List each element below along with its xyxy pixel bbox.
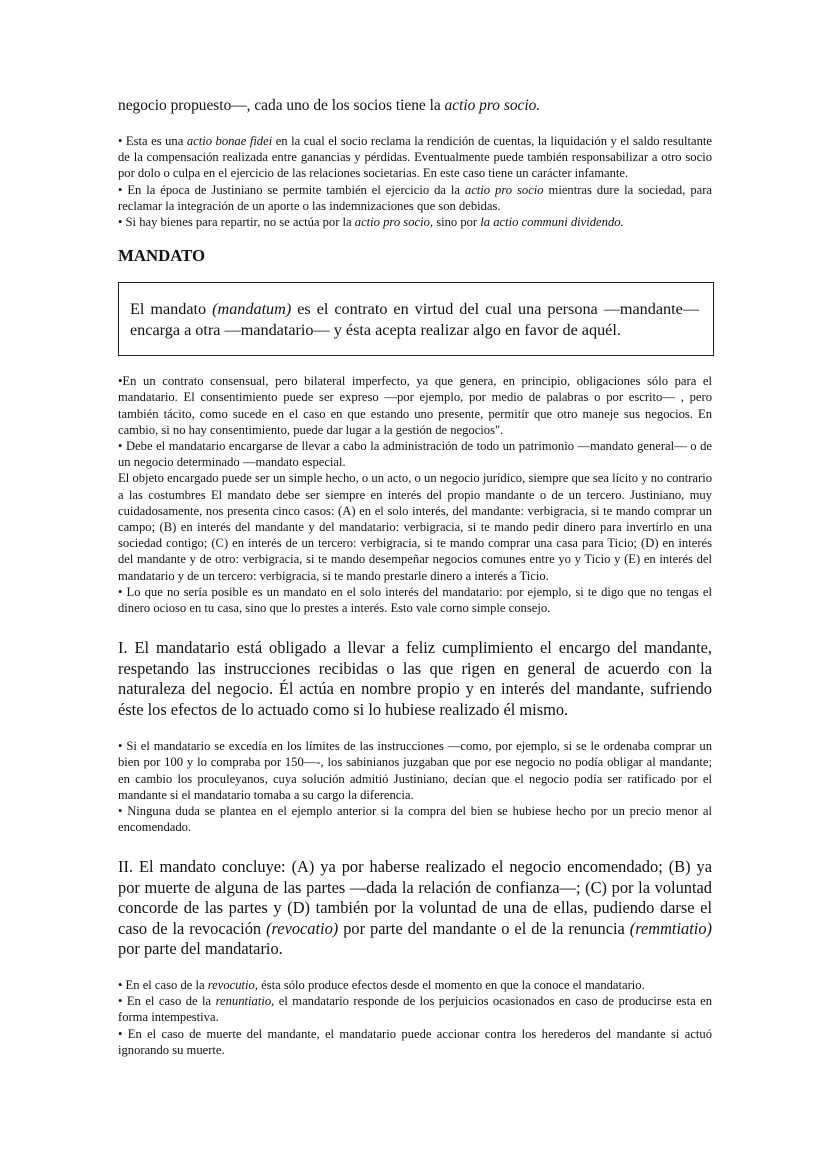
italic-term: actio bonae fidei <box>186 134 273 148</box>
text: el mandatario responde de los perjuicios ocasionados en caso de producirse esta en forma intempestiva. <box>118 994 713 1025</box>
conclusion-notes <box>118 977 712 1058</box>
text: El mandato <box>130 300 213 319</box>
text: • En el caso de la <box>118 994 216 1009</box>
bullet-muerte: • En el caso de muerte del mandante, el mandatario puede accionar contra los herederos del mandante si actuó ignorando su muerte. <box>118 1026 712 1057</box>
text: • En la época de Justiniano se permite también el ejercicio da la <box>118 182 465 197</box>
lead-text: negocio propuesto—, cada uno de los socios tiene la <box>118 97 445 114</box>
bullet-bonae-fidei <box>118 133 712 182</box>
italic-term: la actio communi dividendo. <box>480 215 624 230</box>
italic-term: (remmtiatio) <box>629 918 712 938</box>
lead-italic: actio pro socio. <box>444 97 541 114</box>
text: sino por <box>433 215 481 230</box>
text: por parte del mandatario. <box>118 939 283 959</box>
paragraph-objeto: El objeto encargado puede ser un simple hecho, o un acto, o un negocio jurídico, siempre que sea lícito y no contrario a las costumbres El mandato debe ser siempre en interés del propio mandante o de un tercero. Justiniano, muy cuidadosamente, nos presenta cinco casos: (A) en el solo interés, del mandante: verbigracia, si te mando comprar un campo; (B) en interés del mandante y del mandatario: verbigracia, si te mando pedir dinero para invertirlo en una sociedad contigo; (C) en interés de un tercero: verbigracia, si te mando comprar una casa para Ticio; (D) en interés del mandante y de otro: verbigracia, si te mando desempeñar negocios comunes entre yo y Ticio y (E) en interés del mandatario y de un tercero: verbigracia, si te mando prestarle dinero a interés a Ticio. <box>118 471 712 583</box>
text: • Si hay bienes para repartir, no se actúa por la <box>118 215 355 230</box>
bullet-excedia: • Si el mandatario se excedía en los límites de las instrucciones —como, por ejemplo, si se le ordenaba comprar un bien por 100 y lo compraba por 150—-, los sabinianos juzgaban que por ese negocio no podía obligar al mandante; en cambio los proculeyanos, cuya solución admitió Justiniano, decían que el negocio podía ser ratificado por el mandante si el mandatario tomaba a su cargo la diferencia. <box>118 739 712 802</box>
italic-term: (mandatum) <box>212 300 292 319</box>
instrucciones-notes <box>118 738 712 835</box>
bullet-justiniano <box>118 182 712 214</box>
point-one: I. El mandatario está obligado a llevar a feliz cumplimiento el encargo del mandante, respetando las instrucciones recibidas o las que rigen en general de acuerdo con la naturaleza del negocio. Él actúa en nombre propio y en interés del mandante, sufriendo éste los efectos de lo actuado como si lo hubiese realizado él mismo. <box>118 638 712 719</box>
section-title: MANDATO <box>118 246 206 266</box>
bullet-administracion: • Debe el mandatario encargarse de llevar a cabo la administración de todo un patrimonio —mandato general— o de un negocio determinado —mandato especial. <box>118 439 712 470</box>
bullet-consensual: •En un contrato consensual, pero bilateral imperfecto, ya que genera, en principio, obligaciones sólo para el mandatario. El consentimiento puede ser expreso —por ejemplo, por medio de palabras o por escrito— , pero también tácito, como sucede en el caso en que estando uno presente, permitír que otro maneje sus negocios. En cambio, si no hay consentimiento, puede dar lugar a la gestión de negocios". <box>118 374 712 437</box>
bullet-ninguna-duda: • Ninguna duda se plantea en el ejemplo anterior si la compra del bien se hubiese hecho por un precio menor al encomendado. <box>118 804 712 835</box>
text: • Esta es una <box>118 134 187 148</box>
italic-term: renuntiatio, <box>215 994 275 1009</box>
italic-term: revocutio, <box>207 977 258 992</box>
italic-term: actio pro socio, <box>354 215 434 230</box>
bullet-consejo: • Lo que no sería posible es un mandato en el solo interés del mandatario: por ejemplo, si te digo que no tengas el dinero ocioso en tu casa, sino que lo prestes a interés. Esto vale corno simple consejo. <box>118 584 712 616</box>
bullet-renuntiatio <box>118 993 712 1025</box>
text: mientras dure la sociedad, para reclamar la integración de un aporte o las indemnizaciones que son debidas. <box>118 182 712 213</box>
mandato-notes <box>118 373 712 616</box>
bullet-bienes <box>118 214 712 230</box>
text: es el contrato en virtud del cual una persona —mandante— encarga a otra —mandatario— y ésta acepta realizar algo en favor de aquél. <box>130 300 700 340</box>
lead-paragraph <box>118 96 712 116</box>
text: por parte del mandante o el de la renuncia <box>338 918 630 938</box>
bullet-revocatio <box>118 977 712 993</box>
text: ésta sólo produce efectos desde el momento en que la conoce el mandatario. <box>257 977 645 992</box>
italic-term: (revocatio) <box>266 918 339 938</box>
definition-box <box>118 282 714 356</box>
italic-term: actio pro socio <box>464 182 544 197</box>
text: II. El mandato concluye: (A) ya por haberse realizado el negocio encomendado; (B) ya por muerte de alguna de las partes —dada la relación de confianza—; (C) por la voluntad concorde de las partes y (D) también por la voluntad de una de ellas, pudiendo darse el caso de la revocación <box>118 857 712 938</box>
text: • En el caso de la <box>118 977 208 992</box>
societas-notes <box>118 133 712 230</box>
text: en la cual el socio reclama la rendición de cuentas, la liquidación y el saldo resultante de la compensación realizada entre ganancias y pérdidas. Eventualmente puede también responsabilizar a otro socio por dolo o culpa en el ejercicio de las relaciones societarias. En este caso tiene un carácter infamante. <box>118 134 713 181</box>
point-two <box>118 857 712 960</box>
